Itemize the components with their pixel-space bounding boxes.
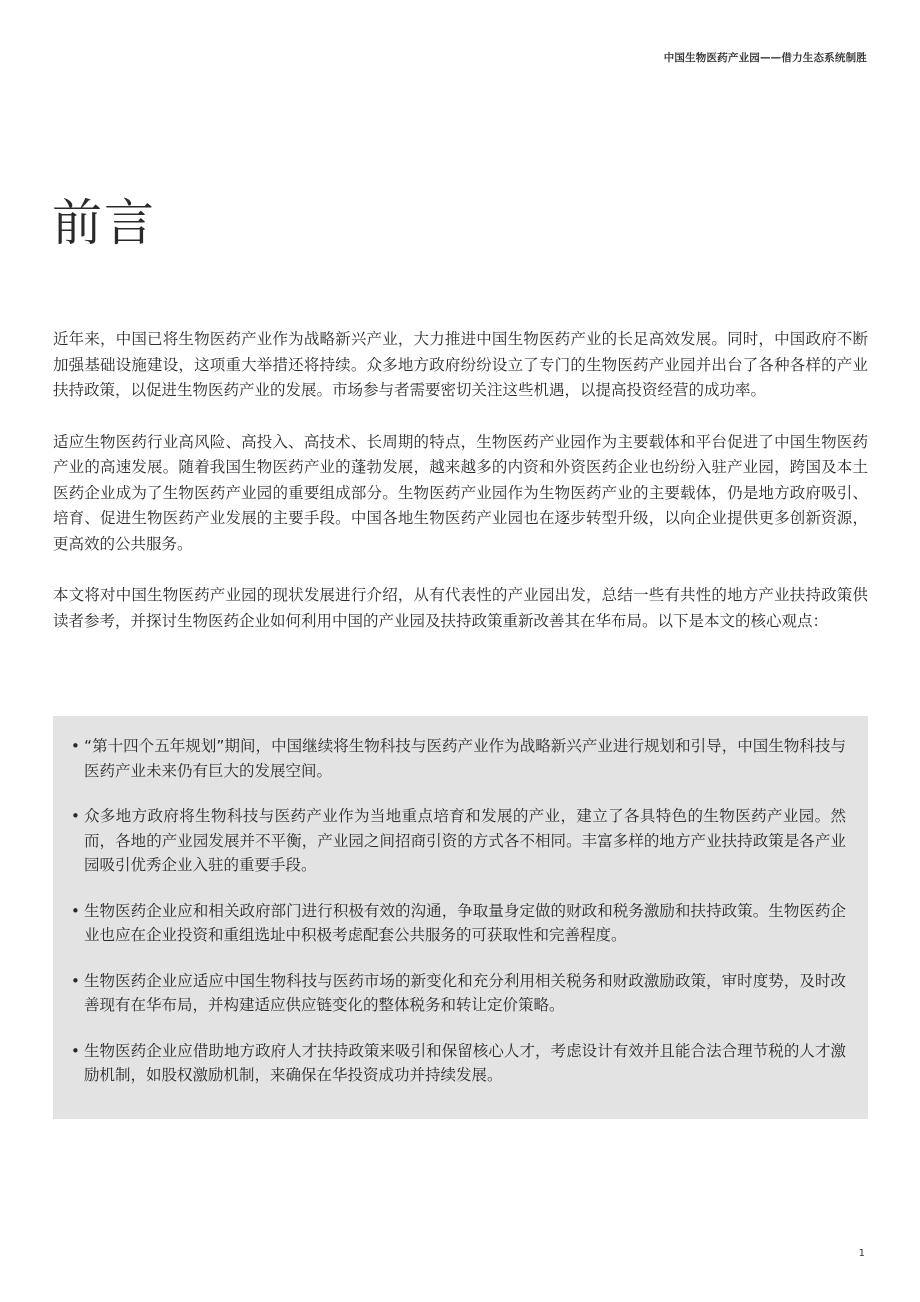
page-title: 前言 (52, 194, 156, 252)
key-point-item (71, 734, 846, 783)
key-point-item (71, 969, 846, 1018)
bullet-icon: • (71, 807, 80, 825)
key-point-text: “第十四个五年规划”期间，中国继续将生物科技与医药产业作为战略新兴产业进行规划和引导，中国生物科技与医药产业未来仍有巨大的发展空间。 (84, 737, 846, 780)
key-point-item (71, 1039, 846, 1088)
key-point-item (71, 899, 846, 948)
key-point-item (71, 804, 846, 878)
page-number: 1 (858, 1248, 865, 1259)
key-point-text: 生物医药企业应适应中国生物科技与医药市场的新变化和充分利用相关税务和财政激励政策，审时度势，及时改善现有在华布局，并构建适应供应链变化的整体税务和转让定价策略。 (84, 971, 846, 1014)
paragraph-industry-parks: 适应生物医药行业高风险、高投入、高技术、长周期的特点，生物医药产业园作为主要载体和平台促进了中国生物医药产业的高速发展。随着我国生物医药产业的蓬勃发展，越来越多的内资和外资医药企业也纷纷入驻产业园，跨国及本土医药企业成为了生物医药产业园的重要组成部分。生物医药产业园作为生物医药产业的主要载体，仍是地方政府吸引、培育、促进生物医药产业发展的主要手段。中国各地生物医药产业园也在逐步转型升级，以向企业提供更多创新资源，更高效的公共服务。 (53, 432, 868, 553)
key-point-text: 生物医药企业应借助地方政府人才扶持政策来吸引和保留核心人才，考虑设计有效并且能合法合理节税的人才激励机制，如股权激励机制，来确保在华投资成功并持续发展。 (84, 1041, 846, 1084)
bullet-icon: • (71, 971, 80, 990)
body-text (53, 327, 868, 660)
key-point-text: 众多地方政府将生物科技与医药产业作为当地重点培育和发展的产业，建立了各具特色的生物医药产业园。然而，各地的产业园发展并不平衡，产业园之间招商引资的方式各不相同。丰富多样的地方产业扶持政策是各产业园吸引优秀企业入驻的重要手段。 (84, 807, 846, 874)
key-points-list (71, 734, 846, 1088)
running-header: 中国生物医药产业园——借力生态系统制胜 (663, 52, 867, 64)
paragraph-intro: 近年来，中国已将生物医药产业作为战略新兴产业，大力推进中国生物医药产业的长足高效发展。同时，中国政府不断加强基础设施建设，这项重大举措还将持续。众多地方政府纷纷设立了专门的生物医药产业园并出台了各种各样的产业扶持政策，以促进生物医药产业的发展。市场参与者需要密切关注这些机遇，以提高投资经营的成功率。 (53, 330, 868, 399)
paragraph-article-overview: 本文将对中国生物医药产业园的现状发展进行介绍，从有代表性的产业园出发，总结一些有共性的地方产业扶持政策供读者参考，并探讨生物医药企业如何利用中国的产业园及扶持政策重新改善其在华布局。以下是本文的核心观点： (53, 586, 868, 630)
key-point-text: 生物医药企业应和相关政府部门进行积极有效的沟通，争取量身定做的财政和税务激励和扶持政策。生物医药企业也应在企业投资和重组选址中积极考虑配套公共服务的可获取性和完善程度。 (84, 901, 846, 944)
bullet-icon: • (71, 1041, 80, 1060)
bullet-icon: • (71, 737, 80, 755)
bullet-icon: • (71, 901, 80, 920)
key-points-box (53, 716, 868, 1119)
